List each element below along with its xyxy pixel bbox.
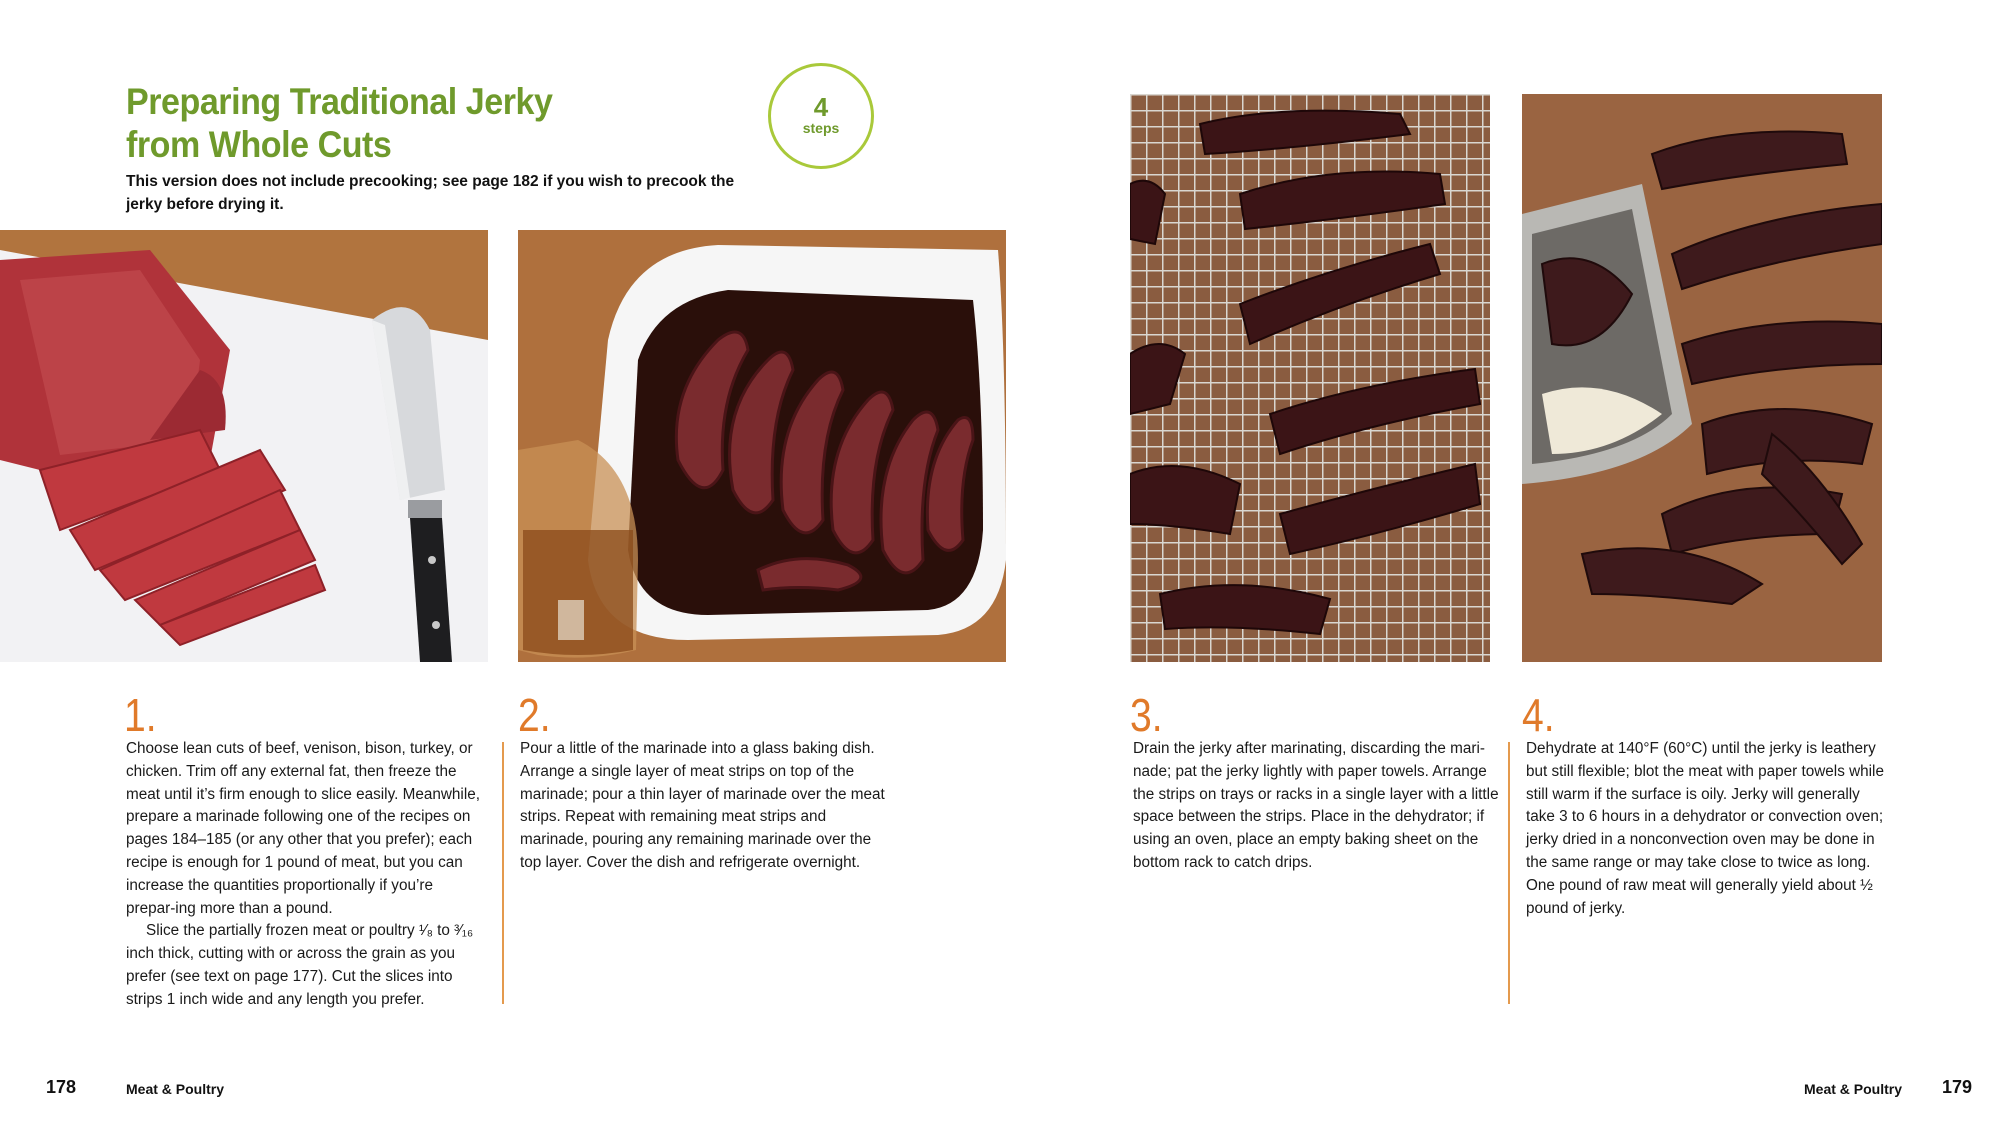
steps-badge — [768, 63, 874, 169]
step-3-paragraph: Drain the jerky after marinating, discarding the mari-nade; pat the jerky lightly with paper towels. Arrange the strips on trays or racks in a single layer with a little space between the strips. Place in the dehydrator; if using an oven, place an empty baking sheet on the bottom rack to catch drips. — [1133, 740, 1499, 871]
step-4-text — [1526, 738, 1892, 920]
step-2-paragraph: Pour a little of the marinade into a glass baking dish. Arrange a single layer of meat strips on top of the marinade; pour a thin layer of marinade over the meat strips. Repeat with remaining meat strips and marinade, pouring any remaining marinade over the top layer. Cover the dish and refrigerate overnight. — [520, 740, 885, 871]
left-page-number: 178 — [46, 1077, 77, 1097]
step-4-number: 4. — [1522, 689, 1555, 741]
left-running-footer: Meat & Poultry — [126, 1081, 225, 1097]
step-4-paragraph: Dehydrate at 140°F (60°C) until the jerky is leathery but still flexible; blot the meat with paper towels while still warm if the surface is oily. Jerky will generally take 3 to 6 hours in a dehydrator or convection oven; jerky dried in a nonconvection oven may be done in the same range or may take close to twice as long. One pound of raw meat will generally yield about ½ pound of jerky. — [1526, 740, 1884, 917]
photo-marinating-dish — [518, 230, 1006, 662]
step-1-text — [126, 738, 482, 1012]
page-title — [126, 80, 641, 166]
right-running-footer: Meat & Poultry — [1804, 1081, 1903, 1097]
steps-count: 4 — [813, 92, 829, 122]
step-divider — [502, 742, 504, 1004]
photo-slicing-meat — [0, 230, 488, 662]
step-1-number: 1. — [124, 689, 157, 741]
title-line-1: Preparing Traditional Jerky — [126, 81, 553, 122]
step-2-text — [520, 738, 890, 875]
photo-jerky-on-rack — [1130, 94, 1490, 662]
step-2-number: 2. — [518, 689, 551, 741]
title-line-2: from Whole Cuts — [126, 124, 392, 165]
page-subtitle: This version does not include precooking; see page 182 if you wish to precook the jerky before drying it. — [126, 173, 735, 213]
photo-finished-jerky — [1522, 94, 1882, 662]
step-1-paragraph: Choose lean cuts of beef, venison, bison, turkey, or chicken. Trim off any external fat, then freeze the meat until it’s firm enough to slice easily. Meanwhile, prepare a marinade following one of the recipes on pages 184–185 (or any other that you prefer); each recipe is enough for 1 pound of meat, but you can increase the quantities proportionally if you’re prepar-ing more than a pound. — [126, 740, 480, 917]
step-divider — [1508, 742, 1510, 1004]
step-1-paragraph: Slice the partially frozen meat or poultry ¹⁄₈ to ³⁄₁₆ inch thick, cutting with or across the grain as you prefer (see text on page 177). Cut the slices into strips 1 inch wide and any length you prefer. — [126, 922, 474, 1008]
step-3-text — [1133, 738, 1499, 875]
steps-label: steps — [802, 120, 840, 136]
right-page-number: 179 — [1942, 1077, 1973, 1097]
step-3-number: 3. — [1130, 689, 1163, 741]
